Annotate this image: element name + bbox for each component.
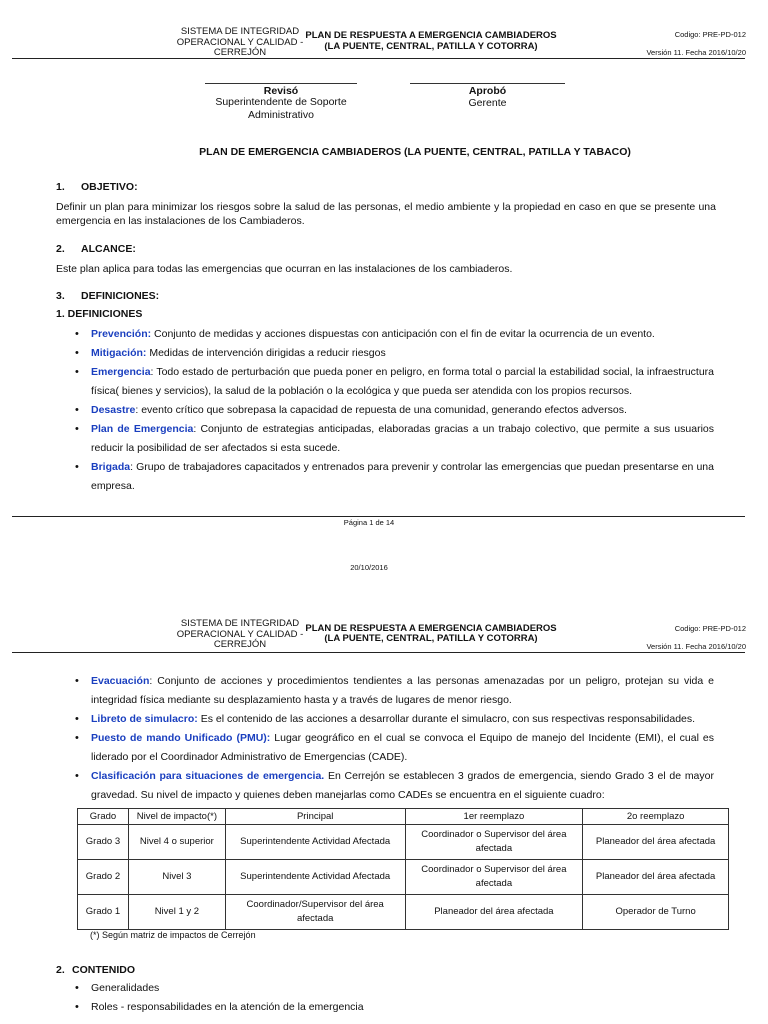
table-cell: Planeador del área afectada xyxy=(583,825,729,860)
definition-item xyxy=(75,363,714,401)
definition-text: Conjunto de medidas y acciones dispuestas con anticipación con el fin de evitar la ocurrencia de un evento. xyxy=(151,328,655,340)
footer-date: 20/10/2016 xyxy=(350,563,388,572)
header-code: Codigo: PRE-PD-012 xyxy=(674,30,746,39)
header-title-line1: PLAN DE RESPUESTA A EMERGENCIA CAMBIADEROS xyxy=(305,30,557,41)
table-cell: Coordinador o Supervisor del área afectada xyxy=(405,860,583,895)
section-2-number: 2. xyxy=(56,964,65,976)
bullet-icon: • xyxy=(75,770,79,782)
table-header-row xyxy=(78,809,729,825)
definition-term: Brigada xyxy=(91,461,131,473)
definition-text: En Cerrejón se establecen 3 grados de emergencia, siendo Grado 3 el de mayor gravedad. Su nivel de impacto y quienes deben manejarlas como CADEs se encuentra en el siguiente cuadro: xyxy=(91,770,714,801)
header-title-line1: PLAN DE RESPUESTA A EMERGENCIA CAMBIADEROS xyxy=(305,623,557,634)
table-cell: Nivel 1 y 2 xyxy=(128,895,225,930)
table-cell: Operador de Turno xyxy=(583,895,729,930)
definition-term: Plan de Emergencia xyxy=(91,423,194,435)
column-header: Nivel de impacto(*) xyxy=(128,809,225,825)
table-footnote: (*) Según matriz de impactos de Cerrejón xyxy=(90,930,256,940)
column-header: Principal xyxy=(225,809,405,825)
table-cell: Coordinador o Supervisor del área afectada xyxy=(405,825,583,860)
reviso-label: Revisó xyxy=(263,85,299,97)
table-cell: Grado 1 xyxy=(78,895,129,930)
definitions-list-page2 xyxy=(75,672,714,805)
section-2-text: Este plan aplica para todas las emergencias que ocurran en las instalaciones de los cambiaderos. xyxy=(56,263,513,275)
definition-text: : Grupo de trabajadores capacitados y entrenados para prevenir y controlar las emergencias que puedan presentarse en una empresa. xyxy=(91,461,714,492)
definition-term: Prevención: xyxy=(91,328,152,340)
header-rule xyxy=(12,652,745,653)
table-row xyxy=(78,860,729,895)
contents-list xyxy=(75,979,714,1017)
table-cell: Grado 2 xyxy=(78,860,129,895)
header-version: Versión 11. Fecha 2016/10/20 xyxy=(646,642,746,651)
section-3-title: DEFINICIONES: xyxy=(81,290,160,302)
header-title-line2: (LA PUENTE, CENTRAL, PATILLA Y COTORRA) xyxy=(324,633,538,644)
definition-item xyxy=(75,401,714,420)
definition-text: : evento crítico que sobrepasa la capacidad de repuesta de una comunidad, generando efectos adversos. xyxy=(135,404,627,416)
definition-item xyxy=(75,344,714,363)
aprobo-role: Gerente xyxy=(468,97,507,109)
aprobo-signature-line xyxy=(410,83,565,84)
definition-item xyxy=(75,420,714,458)
section-1-number: 1. xyxy=(56,181,65,193)
table-cell: Coordinador/Supervisor del área afectada xyxy=(225,895,405,930)
bullet-icon: • xyxy=(75,1001,79,1013)
bullet-icon: • xyxy=(75,328,79,340)
bullet-icon: • xyxy=(75,675,79,687)
definition-term: Emergencia xyxy=(91,366,151,378)
definition-term: Desastre xyxy=(91,404,136,416)
section-2-number: 2. xyxy=(56,243,65,255)
table-cell: Superintendente Actividad Afectada xyxy=(225,860,405,895)
bullet-icon: • xyxy=(75,404,79,416)
column-header: 1er reemplazo xyxy=(405,809,583,825)
table-cell: Planeador del área afectada xyxy=(583,860,729,895)
section-2-title: CONTENIDO xyxy=(72,964,135,976)
definitions-list-page1 xyxy=(75,325,714,496)
header-rule xyxy=(12,58,745,59)
definition-item xyxy=(75,672,714,710)
definition-term: Puesto de mando Unificado (PMU): xyxy=(91,732,271,744)
definition-text: Medidas de intervención dirigidas a reducir riesgos xyxy=(146,347,386,359)
column-header: 2o reemplazo xyxy=(583,809,729,825)
bullet-icon: • xyxy=(75,461,79,473)
bullet-icon: • xyxy=(75,347,79,359)
definition-term: Libreto de simulacro: xyxy=(91,713,198,725)
section-2-title: ALCANCE: xyxy=(81,243,136,255)
definition-item xyxy=(75,458,714,496)
definition-item xyxy=(75,767,714,805)
section-3-subheading: 1. DEFINICIONES xyxy=(56,308,143,320)
definition-term: Mitigación: xyxy=(91,347,147,359)
definition-text: Es el contenido de las acciones a desarrollar durante el simulacro, con sus respectivas responsabilidades. xyxy=(197,713,696,725)
table-row xyxy=(78,895,729,930)
definition-text: : Conjunto de estrategias anticipadas, elaboradas gracias a un trabajo colectivo, que permite a sus usuarios reducir la posibilidad de ser afectados si esta sucede. xyxy=(91,423,714,454)
definition-item xyxy=(75,729,714,767)
table-cell: Superintendente Actividad Afectada xyxy=(225,825,405,860)
contents-item-label: Roles - responsabilidades en la atención de la emergencia xyxy=(91,1001,364,1013)
aprobo-label: Aprobó xyxy=(468,85,507,97)
definition-text: Lugar geográfico en el cual se convoca el Equipo de manejo del Incidente (EMI), el cual es liderado por el Coordinador Administrativo de Emergencias (CADE). xyxy=(91,732,714,763)
table-cell: Planeador del área afectada xyxy=(405,895,583,930)
header-org-name: SISTEMA DE INTEGRIDAD OPERACIONAL Y CALIDAD - CERREJÓN xyxy=(176,618,304,650)
table-row xyxy=(78,825,729,860)
bullet-icon: • xyxy=(75,982,79,994)
contents-item xyxy=(75,998,714,1017)
bullet-icon: • xyxy=(75,366,79,378)
document-title: PLAN DE EMERGENCIA CAMBIADEROS (LA PUENTE, CENTRAL, PATILLA Y TABACO) xyxy=(199,146,631,158)
bullet-icon: • xyxy=(75,732,79,744)
table-cell: Grado 3 xyxy=(78,825,129,860)
bullet-icon: • xyxy=(75,713,79,725)
definition-item xyxy=(75,710,714,729)
definition-item xyxy=(75,325,714,344)
footer-rule xyxy=(12,516,745,517)
header-org-name: SISTEMA DE INTEGRIDAD OPERACIONAL Y CALIDAD - CERREJÓN xyxy=(176,26,304,58)
page-number: Página 1 de 14 xyxy=(343,518,395,527)
reviso-signature-line xyxy=(205,83,357,84)
definition-text: : Conjunto de acciones y procedimientos tendientes a las personas amenazadas por un peligro, protejan su vida e integridad física mediante su desplazamiento hasta y a través de lugares de menor riesgo. xyxy=(91,675,714,706)
section-1-text: Definir un plan para minimizar los riesgos sobre la salud de las personas, el medio ambiente y la propiedad en caso en que se presente una emergencia en las instalaciones de los Cambiaderos. xyxy=(56,201,716,227)
contents-item-label: Generalidades xyxy=(91,982,160,994)
table-cell: Nivel 4 o superior xyxy=(128,825,225,860)
section-3-number: 3. xyxy=(56,290,65,302)
header-title-line2: (LA PUENTE, CENTRAL, PATILLA Y COTORRA) xyxy=(324,41,538,52)
header-version: Versión 11. Fecha 2016/10/20 xyxy=(646,48,746,57)
definition-term: Clasificación para situaciones de emergencia. xyxy=(91,770,325,782)
emergency-grades-table xyxy=(77,808,729,930)
table-cell: Nivel 3 xyxy=(128,860,225,895)
reviso-role: Superintendente de Soporte Administrativo xyxy=(215,96,347,121)
definition-term: Evacuación xyxy=(91,675,150,687)
column-header: Grado xyxy=(78,809,129,825)
section-1-title: OBJETIVO: xyxy=(81,181,138,193)
header-code: Codigo: PRE-PD-012 xyxy=(674,624,746,633)
contents-item xyxy=(75,979,714,998)
definition-text: : Todo estado de perturbación que pueda poner en peligro, en forma total o parcial la estabilidad social, la infraestructura física( bienes y servicios), la salud de la población o la ecológica y que pueda ser atendida con los propios recursos. xyxy=(91,366,714,397)
bullet-icon: • xyxy=(75,423,79,435)
